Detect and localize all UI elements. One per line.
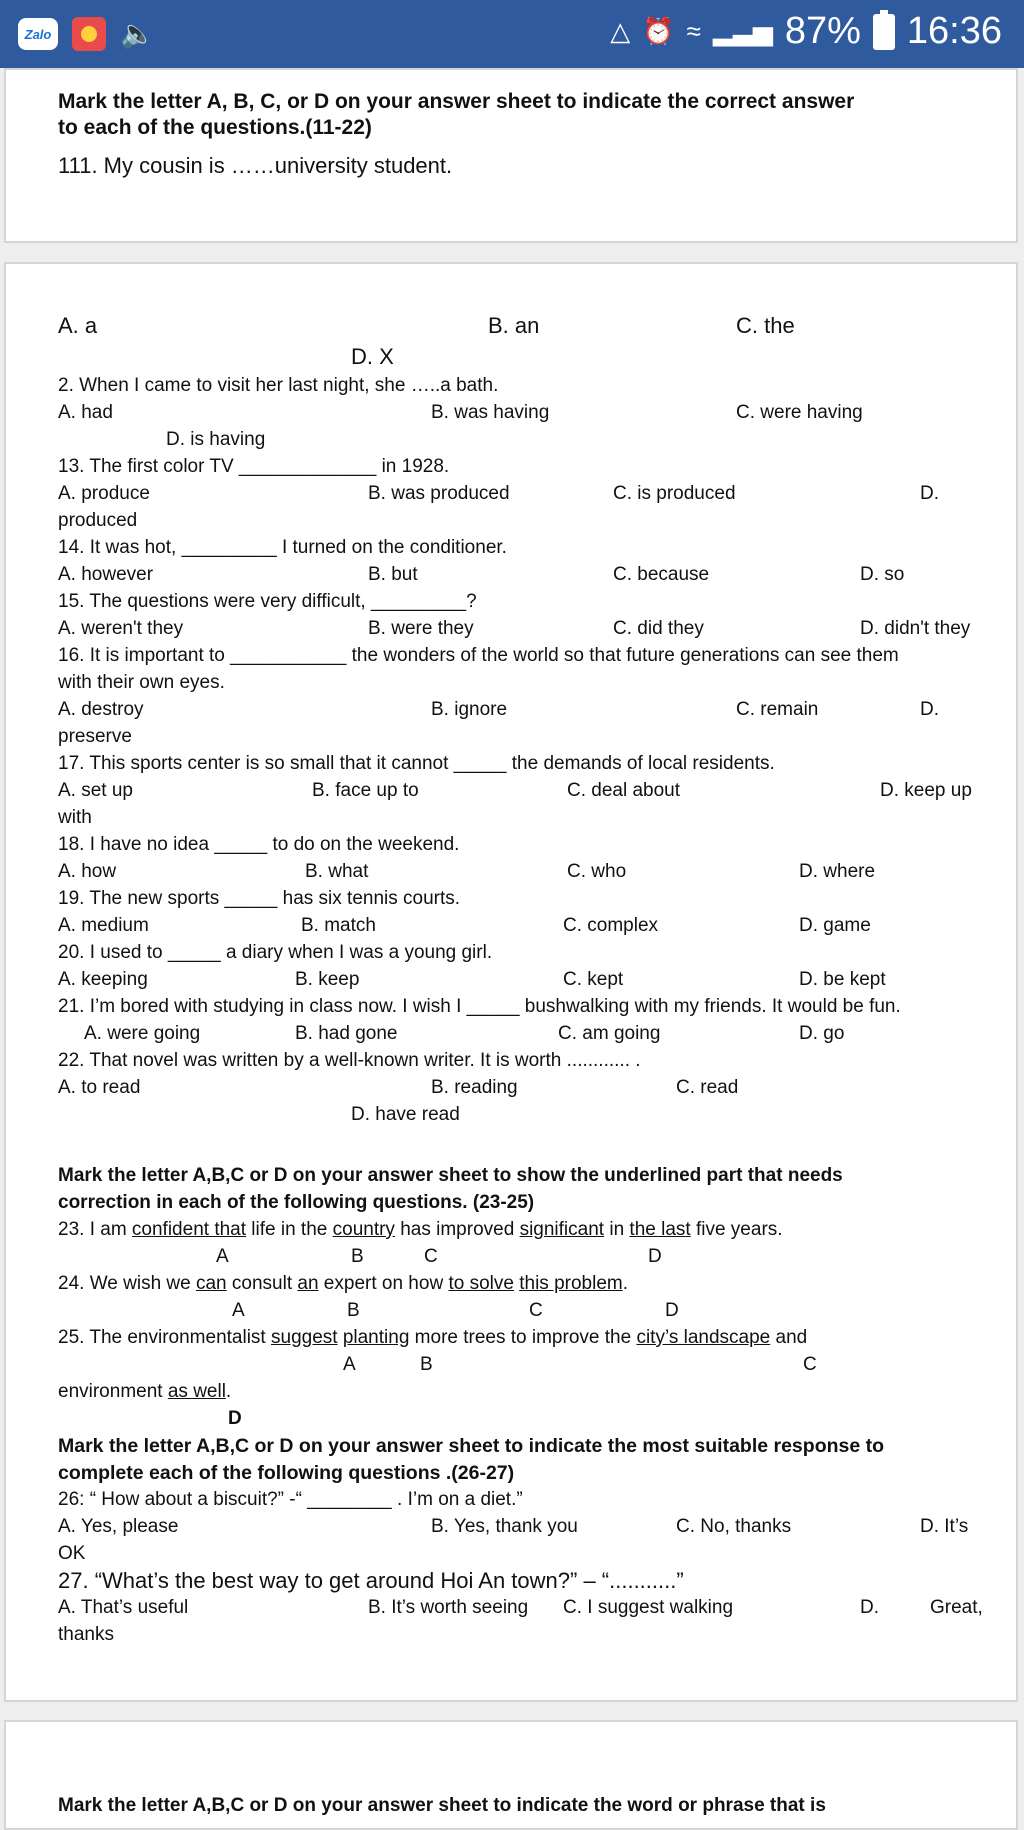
q23-label-a: A xyxy=(216,1246,229,1267)
q2-option-d: D. is having xyxy=(166,429,266,450)
q22-option-d: D. have read xyxy=(351,1104,460,1125)
question-24 xyxy=(58,1272,628,1296)
q25-text: more trees to improve the xyxy=(409,1327,637,1348)
question-card-1 xyxy=(4,68,1018,243)
q24-label-b: B xyxy=(347,1300,360,1321)
q24-label-d: D xyxy=(665,1300,679,1321)
q25-text: and xyxy=(770,1327,808,1348)
q24-label-c: C xyxy=(529,1300,543,1321)
volume-icon: 🔈 xyxy=(120,18,155,49)
q2-option-a: A. had xyxy=(58,402,113,423)
q13-option-b: B. was produced xyxy=(368,483,510,504)
q13-option-c: C. is produced xyxy=(613,483,736,504)
section-3-instruction-2: complete each of the following questions .(26-27) xyxy=(58,1462,515,1484)
battery-icon xyxy=(873,14,895,50)
q23-text: five years. xyxy=(690,1219,783,1240)
q17-option-d-cont: with xyxy=(58,807,92,828)
q25-underline-d: as well xyxy=(167,1381,226,1402)
q25-underline-b: planting xyxy=(342,1327,410,1348)
q25-label-c: C xyxy=(803,1354,817,1375)
q18-option-a: A. how xyxy=(58,861,117,882)
question-14: 14. It was hot, _________ I turned on the conditioner. xyxy=(58,537,507,558)
battery-percent: 87% xyxy=(784,10,861,52)
q24-label-a: A xyxy=(232,1300,245,1321)
instruction-line-2: to each of the questions.(11-22) xyxy=(58,116,372,139)
q23-label-b: B xyxy=(351,1246,364,1267)
app-notification-icon xyxy=(72,17,106,51)
q16-option-b: B. ignore xyxy=(431,699,508,720)
q23-label-c: C xyxy=(424,1246,438,1267)
section-4-instruction-1: Mark the letter A,B,C or D on your answer sheet to indicate the word or phrase that is xyxy=(58,1795,826,1816)
q13-option-d: D. xyxy=(920,483,939,504)
q25-label-b: B xyxy=(420,1354,433,1375)
q26-option-b: B. Yes, thank you xyxy=(431,1516,578,1537)
q23-text: has improved xyxy=(394,1219,520,1240)
q27-option-c: C. I suggest walking xyxy=(563,1597,734,1618)
q14-option-d: D. so xyxy=(860,564,905,585)
q25-text: . xyxy=(225,1381,232,1402)
question-18: 18. I have no idea _____ to do on the weekend. xyxy=(58,834,460,855)
q21-option-a: A. were going xyxy=(84,1023,201,1044)
section-2-instruction-2: correction in each of the following questions. (23-25) xyxy=(58,1192,535,1213)
q11-option-b: B. an xyxy=(488,313,540,338)
q20-option-c: C. kept xyxy=(563,969,624,990)
q15-option-c: C. did they xyxy=(613,618,704,639)
q24-underline-c: to solve xyxy=(448,1273,514,1294)
question-26: 26: “ How about a biscuit?” -“ ________ . I’m on a diet.” xyxy=(58,1489,523,1510)
question-card-2 xyxy=(4,262,1018,1702)
q26-option-d: D. It’s xyxy=(920,1516,969,1537)
question-25 xyxy=(58,1326,807,1350)
q13-option-d-cont: produced xyxy=(58,510,138,531)
q11-option-d: D. X xyxy=(351,344,394,369)
q14-option-b: B. but xyxy=(368,564,418,585)
q24-text: consult xyxy=(226,1273,298,1294)
q27-option-d-cont: thanks xyxy=(58,1624,114,1645)
q18-option-b: B. what xyxy=(305,861,369,882)
q15-option-b: B. were they xyxy=(368,618,474,639)
q25-underline-c: city’s landscape xyxy=(636,1327,771,1348)
question-13: 13. The first color TV _____________ in 1928. xyxy=(58,456,450,477)
q22-option-a: A. to read xyxy=(58,1077,141,1098)
q24-underline-b: an xyxy=(297,1273,319,1294)
q27-option-d-text: Great, xyxy=(930,1597,983,1618)
q14-option-a: A. however xyxy=(58,564,154,585)
q18-option-c: C. who xyxy=(567,861,627,882)
q18-option-d: D. where xyxy=(799,861,876,882)
q26-option-d-cont: OK xyxy=(58,1543,86,1564)
q13-option-a: A. produce xyxy=(58,483,150,504)
q16-option-d-cont: preserve xyxy=(58,726,132,747)
question-27: 27. “What’s the best way to get around Hoi An town?” – “...........” xyxy=(58,1568,684,1593)
q25-text: 25. The environmentalist xyxy=(58,1327,271,1348)
q17-option-b: B. face up to xyxy=(312,780,419,801)
q21-option-b: B. had gone xyxy=(295,1023,398,1044)
q15-option-d: D. didn't they xyxy=(860,618,971,639)
section-2-instruction-1: Mark the letter A,B,C or D on your answer sheet to show the underlined part that needs xyxy=(58,1165,843,1186)
q27-option-a: A. That’s useful xyxy=(58,1597,189,1618)
signal-icon: ▂▃▅ xyxy=(712,16,773,46)
q26-option-c: C. No, thanks xyxy=(676,1516,792,1537)
q20-option-b: B. keep xyxy=(295,969,360,990)
q20-option-a: A. keeping xyxy=(58,969,148,990)
question-2: 2. When I came to visit her last night, she …..a bath. xyxy=(58,375,499,396)
q21-option-d: D. go xyxy=(799,1023,845,1044)
status-bar xyxy=(0,0,1024,68)
q19-option-d: D. game xyxy=(799,915,871,936)
q2-option-b: B. was having xyxy=(431,402,550,423)
question-20: 20. I used to _____ a diary when I was a young girl. xyxy=(58,942,493,963)
q16-option-d: D. xyxy=(920,699,939,720)
q17-option-c: C. deal about xyxy=(567,780,681,801)
q24-text: . xyxy=(622,1273,628,1294)
question-23 xyxy=(58,1218,783,1242)
question-25-cont xyxy=(58,1380,231,1404)
q17-option-d: D. keep up xyxy=(880,780,972,801)
question-15: 15. The questions were very difficult, _________? xyxy=(58,591,477,612)
question-19: 19. The new sports _____ has six tennis courts. xyxy=(58,888,461,909)
q24-text: expert on how xyxy=(318,1273,449,1294)
section-3-instruction-1: Mark the letter A,B,C or D on your answer sheet to indicate the most suitable response to xyxy=(58,1435,885,1457)
q27-option-d: D. xyxy=(860,1597,879,1618)
q25-label-d: D xyxy=(228,1408,242,1429)
q2-option-c: C. were having xyxy=(736,402,863,423)
q23-underline-d: the last xyxy=(629,1219,691,1240)
wifi-icon: ≈ xyxy=(686,16,701,46)
q24-underline-d: this problem xyxy=(519,1273,623,1294)
q11-option-c: C. the xyxy=(736,313,795,338)
q16-option-a: A. destroy xyxy=(58,699,144,720)
q11-option-a: A. a xyxy=(58,313,98,338)
q21-option-c: C. am going xyxy=(558,1023,661,1044)
q25-text: environment xyxy=(58,1381,168,1402)
q23-label-d: D xyxy=(648,1246,662,1267)
question-16-cont: with their own eyes. xyxy=(58,672,225,693)
q23-text: 23. I am xyxy=(58,1219,132,1240)
q22-option-b: B. reading xyxy=(431,1077,518,1098)
q19-option-b: B. match xyxy=(301,915,376,936)
question-111: 111. My cousin is ……university student. xyxy=(58,153,453,178)
clock: 16:36 xyxy=(906,10,1002,52)
q27-option-b: B. It’s worth seeing xyxy=(368,1597,529,1618)
q25-underline-a: suggest xyxy=(271,1327,338,1348)
q15-option-a: A. weren't they xyxy=(58,618,184,639)
q25-label-a: A xyxy=(343,1354,356,1375)
q16-option-c: C. remain xyxy=(736,699,819,720)
q23-underline-a: confident that xyxy=(131,1219,247,1240)
q23-underline-b: country xyxy=(332,1219,395,1240)
q17-option-a: A. set up xyxy=(58,780,133,801)
question-22: 22. That novel was written by a well-known writer. It is worth ............ . xyxy=(58,1050,641,1071)
q23-text: in xyxy=(604,1219,630,1240)
zalo-notification-icon: Zalo xyxy=(18,18,58,50)
question-21: 21. I’m bored with studying in class now. I wish I _____ bushwalking with my friends. It would be fun. xyxy=(58,996,901,1017)
q19-option-a: A. medium xyxy=(58,915,149,936)
alarm-icon: ⏰ xyxy=(642,16,675,46)
q23-text: life in the xyxy=(246,1219,333,1240)
question-16: 16. It is important to ___________ the wonders of the world so that future generations can see them xyxy=(58,645,899,666)
q14-option-c: C. because xyxy=(613,564,710,585)
q26-option-a: A. Yes, please xyxy=(58,1516,179,1537)
q19-option-c: C. complex xyxy=(563,915,659,936)
q23-underline-c: significant xyxy=(519,1219,605,1240)
q20-option-d: D. be kept xyxy=(799,969,886,990)
q24-text: 24. We wish we xyxy=(58,1273,196,1294)
question-card-3 xyxy=(4,1720,1018,1830)
q24-underline-a: can xyxy=(195,1273,227,1294)
question-17: 17. This sports center is so small that it cannot _____ the demands of local residents. xyxy=(58,753,775,774)
instruction-line-1: Mark the letter A, B, C, or D on your answer sheet to indicate the correct answer xyxy=(58,90,855,113)
recycle-icon: △ xyxy=(610,16,631,46)
q22-option-c: C. read xyxy=(676,1077,739,1098)
